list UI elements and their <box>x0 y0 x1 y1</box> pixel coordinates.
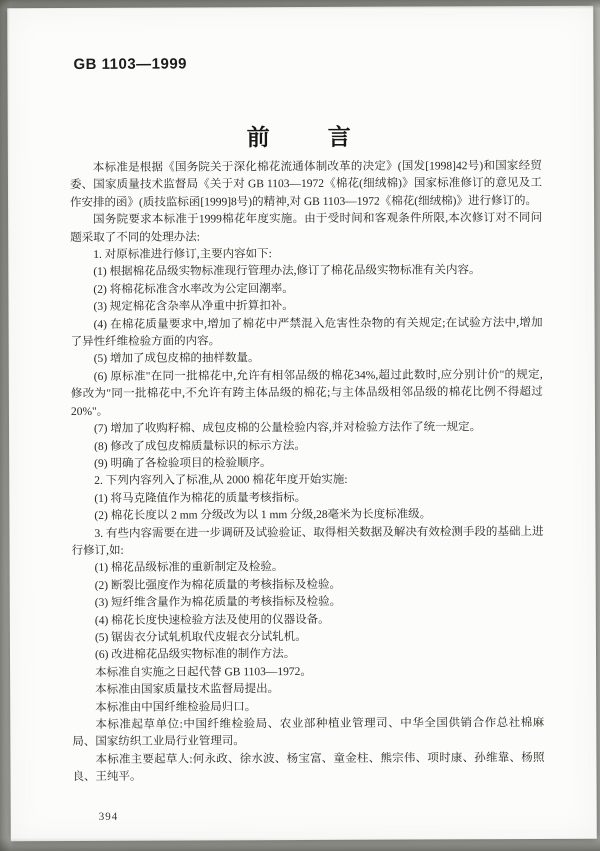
paragraph: (3) 短纤维含量作为棉花质量的考核指标及检验。 <box>94 595 342 610</box>
paragraph: 3. 有些内容需要在进一步调研及试验验证、取得相关数据及解决有效检测手段的基础上进行修订,如: <box>71 525 544 557</box>
paragraph: (1) 根据棉花品级实物标准现行管理办法,修订了棉花品级实物标准有关内容。 <box>93 264 481 279</box>
paragraph: 本标准起草单位:中国纤维检验局、农业部种植业管理司、中华全国供销合作总社棉麻局、国家纺织工业局行业管理司。 <box>72 716 545 749</box>
paragraph: (8) 修改了成包皮棉质量标识的标示方法。 <box>94 439 306 453</box>
paragraph: (2) 将棉花标准含水率改为公定回潮率。 <box>93 282 294 296</box>
paragraph: (2) 棉花长度以 2 mm 分级改为以 1 mm 分级,28毫米为长度标准级。 <box>94 508 432 523</box>
paragraph: (6) 改进棉花品级实物标准的制作方法。 <box>94 648 296 662</box>
paragraph: 本标准由国家质量技术监督局提出。 <box>95 683 280 697</box>
paragraph: (1) 棉花品级标准的重新制定及检验。 <box>94 561 284 575</box>
paragraph: (9) 明确了各检验项目的检验顺序。 <box>94 457 272 470</box>
paragraph: 本标准是根据《国务院关于深化棉花流通体制改革的决定》(国发[1998]42号)和国家经贸委、国家质量技术监督局《关于对 GB 1103—1972《棉花(细绒棉)》国家标准修订的意见及工作安排的函》(质技监标函[1999]8号)的精神,对 GB 1103—1972《棉花(细绒棉)》进行修订的。 <box>69 159 542 209</box>
document-page <box>7 6 597 842</box>
paragraph: (5) 增加了成包皮棉的抽样数量。 <box>93 352 260 366</box>
paragraph: (1) 将马克隆值作为棉花的质量考核指标。 <box>94 491 307 505</box>
paragraph: 国务院要求本标准于1999棉花年度实施。由于受时间和客观条件所限,本次修订对不同问题采取了不同的处理办法: <box>70 212 543 244</box>
standard-number: GB 1103—1999 <box>73 55 188 73</box>
paragraph: 1. 对原标准进行修订,主要内容如下: <box>93 248 272 261</box>
paragraph: (7) 增加了收购籽棉、成包皮棉的公量检验内容,并对检验方法作了统一规定。 <box>93 421 482 436</box>
paragraph: 本标准主要起草人:何永政、徐水波、杨宝富、童金柱、熊宗伟、项时康、孙维靠、杨照良、王纯平。 <box>72 751 545 784</box>
paragraph: (6) 原标准"在同一批棉花中,允许有相邻品级的棉花34%,超过此数时,应分别计价"的规定,修改为"同一批棉花中,不允许有跨主体品级的棉花;与主体品级相邻品级的棉花比例不得超过20%"。 <box>70 368 543 418</box>
paragraph: (2) 断裂比强度作为棉花质量的考核指标及检验。 <box>94 578 342 592</box>
paragraph: (4) 棉花长度快速检验方法及使用的仪器设备。 <box>94 613 330 627</box>
paragraph: 本标准由中国纤维检验局归口。 <box>95 700 257 714</box>
paragraph: 本标准自实施之日起代替 GB 1103—1972。 <box>95 665 312 679</box>
paragraph: (3) 规定棉花含杂率从净重中折算扣补。 <box>93 300 294 314</box>
page-number: 394 <box>98 810 119 823</box>
paragraph: (4) 在棉花质量要求中,增加了棉花中严禁混入危害性杂物的有关规定;在试验方法中,增加了异性纤维检验方面的内容。 <box>70 316 543 349</box>
page-title: 前 言 <box>246 123 355 151</box>
paragraph: 2. 下列内容列入了标准,从 2000 棉花年度开始实施: <box>94 474 348 488</box>
document-body <box>70 158 545 787</box>
paragraph: (5) 锯齿衣分试轧机取代皮辊衣分试轧机。 <box>94 630 307 644</box>
